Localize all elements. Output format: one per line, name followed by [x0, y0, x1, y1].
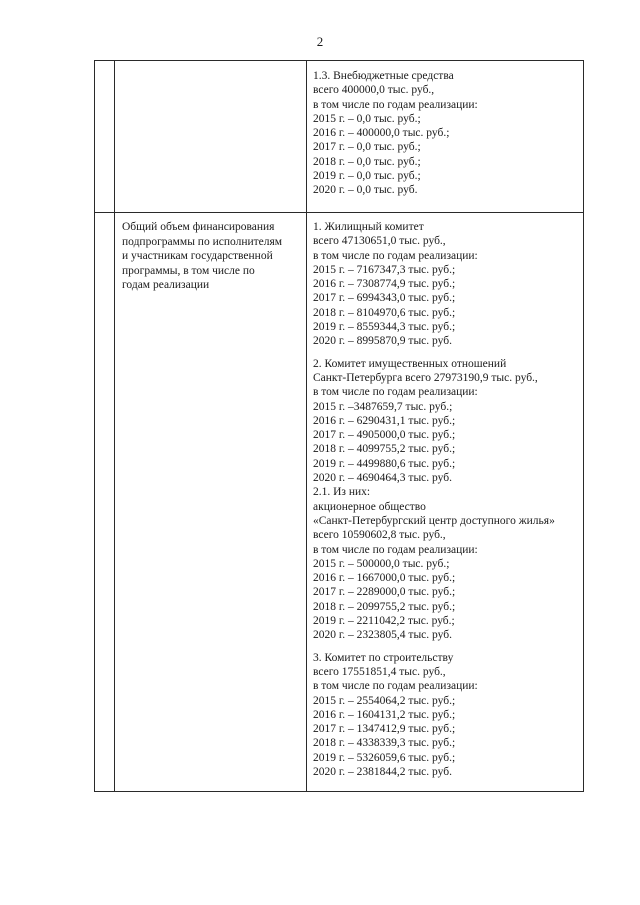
- text-line: 2015 г. – 7167347,3 тыс. руб.;: [313, 263, 456, 276]
- text-line: всего 17551851,4 тыс. руб.,: [313, 665, 446, 678]
- text-line: 2015 г. – 0,0 тыс. руб.;: [313, 112, 421, 125]
- text-line: 2016 г. – 1604131,2 тыс. руб.;: [313, 708, 456, 721]
- text-line: 2017 г. – 2289000,0 тыс. руб.;: [313, 586, 456, 599]
- text-line: 1.3. Внебюджетные средства: [313, 70, 454, 82]
- text-line: 2015 г. –3487659,7 тыс. руб.;: [313, 400, 453, 413]
- text-line: в том числе по годам реализации:: [313, 543, 478, 556]
- extrabudgetary-funds-cell: [313, 69, 478, 198]
- text-line: 2. Комитет имущественных отношений: [313, 357, 507, 370]
- text-line: 2018 г. – 2099755,2 тыс. руб.;: [313, 600, 456, 613]
- text-line: 3. Комитет по строительству: [313, 651, 454, 664]
- block-spacer: [313, 349, 555, 357]
- text-line: 2019 г. – 8559344,3 тыс. руб.;: [313, 321, 456, 334]
- label-line: годам реализации: [122, 279, 210, 291]
- text-line: 2020 г. – 0,0 тыс. руб.: [313, 184, 418, 197]
- block-spacer: [313, 643, 555, 651]
- text-line: 2019 г. – 0,0 тыс. руб.;: [313, 170, 421, 183]
- text-line: 2018 г. – 8104970,6 тыс. руб.;: [313, 306, 456, 319]
- text-line: 2016 г. – 6290431,1 тыс. руб.;: [313, 414, 456, 427]
- text-line: 2020 г. – 2381844,2 тыс. руб.: [313, 765, 452, 778]
- financing-label-cell: [122, 220, 282, 293]
- text-line: 2018 г. – 4338339,3 тыс. руб.;: [313, 737, 456, 750]
- text-line: 2020 г. – 4690464,3 тыс. руб.: [313, 472, 452, 485]
- text-line: 2016 г. – 7308774,9 тыс. руб.;: [313, 278, 456, 291]
- text-line: 2017 г. – 4905000,0 тыс. руб.;: [313, 429, 456, 442]
- text-line: в том числе по годам реализации:: [313, 386, 478, 399]
- text-line: 2020 г. – 2323805,4 тыс. руб.: [313, 629, 452, 642]
- text-line: Санкт-Петербурга всего 27973190,9 тыс. руб.,: [313, 371, 538, 384]
- page-number: 2: [316, 34, 324, 49]
- label-line: и участникам государственной: [122, 250, 273, 262]
- text-line: в том числе по годам реализации:: [313, 680, 478, 693]
- text-line: 2017 г. – 1347412,9 тыс. руб.;: [313, 723, 456, 736]
- text-line: 2015 г. – 500000,0 тыс. руб.;: [313, 557, 450, 570]
- text-line: 2.1. Из них:: [313, 486, 371, 499]
- property-relations-committee-block: [313, 357, 555, 643]
- label-line: Общий объем финансирования: [122, 221, 275, 233]
- text-line: «Санкт-Петербургский центр доступного жилья»: [313, 514, 555, 527]
- text-line: 2019 г. – 5326059,6 тыс. руб.;: [313, 751, 456, 764]
- text-line: 2017 г. – 6994343,0 тыс. руб.;: [313, 292, 456, 305]
- text-line: акционерное общество: [313, 500, 426, 513]
- text-line: 2015 г. – 2554064,2 тыс. руб.;: [313, 694, 456, 707]
- text-line: 2019 г. – 4499880,6 тыс. руб.;: [313, 457, 456, 470]
- text-line: всего 47130651,0 тыс. руб.,: [313, 235, 446, 248]
- text-line: 2016 г. – 1667000,0 тыс. руб.;: [313, 572, 456, 585]
- text-line: всего 400000,0 тыс. руб.,: [313, 84, 435, 97]
- column-divider-1: [114, 61, 115, 791]
- text-line: 2016 г. – 400000,0 тыс. руб.;: [313, 127, 450, 140]
- text-line: 1. Жилищный комитет: [313, 221, 424, 233]
- financing-table: [94, 60, 584, 792]
- text-line: в том числе по годам реализации:: [313, 98, 478, 111]
- text-line: всего 10590602,8 тыс. руб.,: [313, 529, 446, 542]
- column-divider-2: [306, 61, 307, 791]
- financing-details-cell: [313, 220, 555, 779]
- housing-committee-block: [313, 220, 555, 349]
- label-line: подпрограммы по исполнителям: [122, 235, 283, 248]
- row-divider: [95, 212, 583, 213]
- text-line: в том числе по годам реализации:: [313, 249, 478, 262]
- text-line: 2019 г. – 2211042,2 тыс. руб.;: [313, 615, 455, 628]
- label-line: программы, в том числе по: [122, 264, 255, 277]
- text-line: 2020 г. – 8995870,9 тыс. руб.: [313, 335, 452, 348]
- text-line: 2017 г. – 0,0 тыс. руб.;: [313, 141, 421, 154]
- text-line: 2018 г. – 4099755,2 тыс. руб.;: [313, 443, 456, 456]
- text-line: 2018 г. – 0,0 тыс. руб.;: [313, 155, 421, 168]
- construction-committee-block: [313, 651, 555, 780]
